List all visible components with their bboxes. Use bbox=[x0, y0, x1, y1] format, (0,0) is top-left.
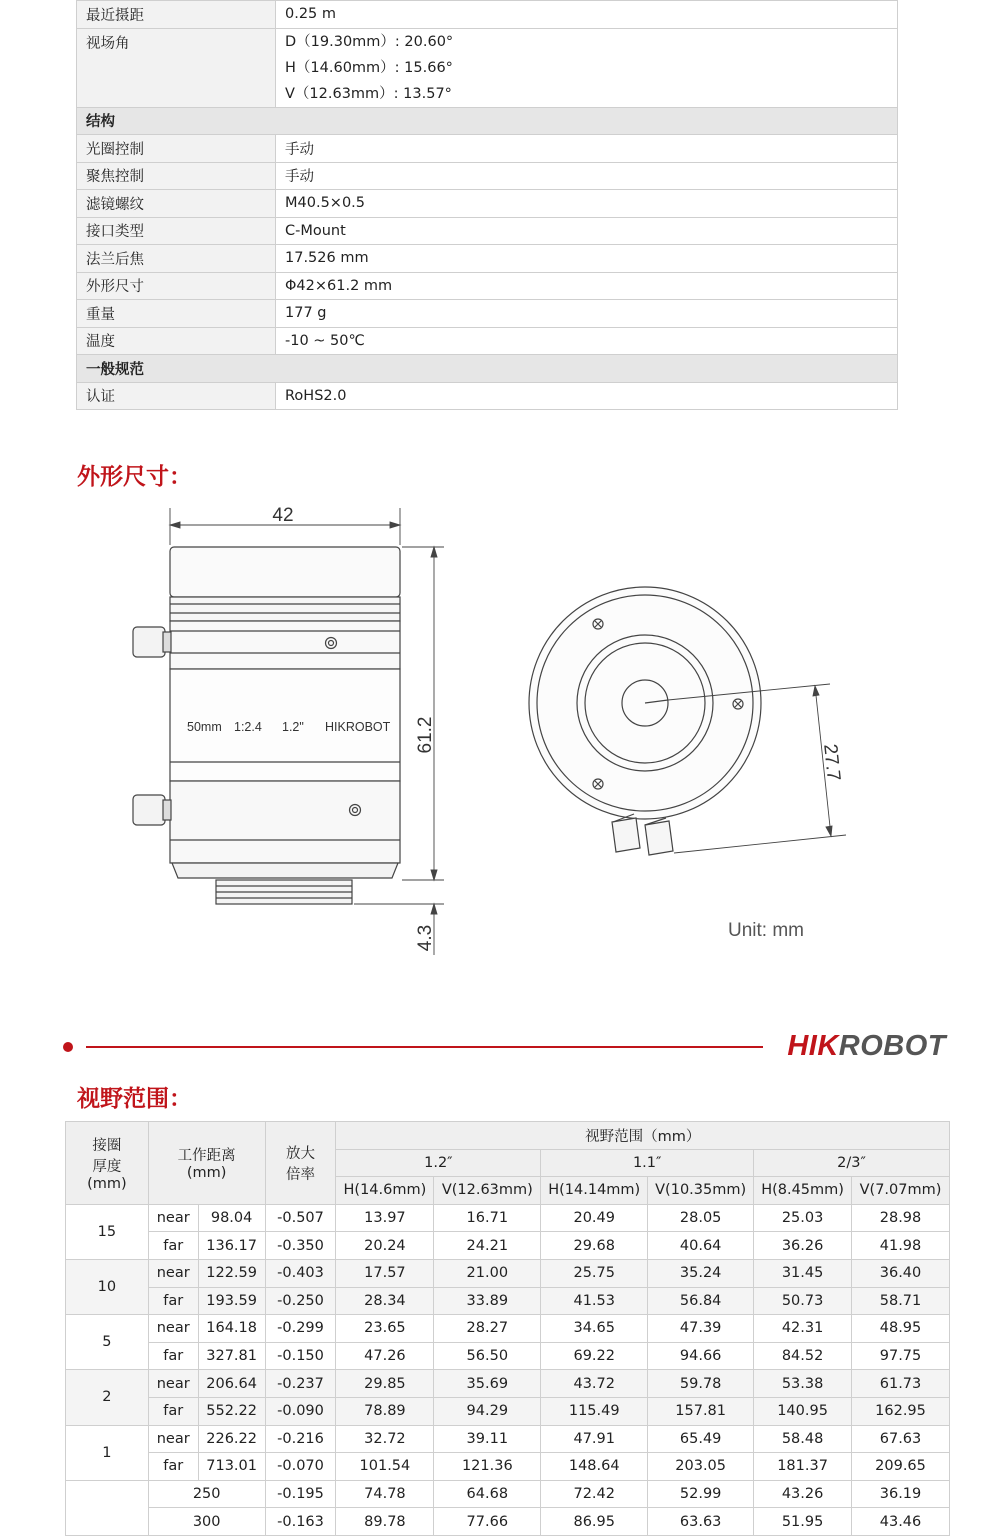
fov-value-cell: 94.66 bbox=[648, 1342, 754, 1370]
spec-row bbox=[77, 107, 898, 135]
working-distance-cell: 206.64 bbox=[198, 1370, 265, 1398]
sub-header: V(12.63mm) bbox=[434, 1177, 541, 1205]
col-ring-line-3: (mm) bbox=[87, 1175, 127, 1192]
spec-value: Φ42×61.2 mm bbox=[276, 272, 898, 300]
magnification-cell: -0.507 bbox=[265, 1204, 336, 1232]
fov-value-cell: 140.95 bbox=[754, 1397, 852, 1425]
fov-row bbox=[66, 1370, 950, 1398]
col-ring-line-1: 接圈 bbox=[92, 1137, 122, 1154]
spec-value: RoHS2.0 bbox=[276, 382, 898, 410]
working-distance-cell: 164.18 bbox=[198, 1315, 265, 1343]
fov-value-cell: 32.72 bbox=[336, 1425, 434, 1453]
fov-value-cell: 39.11 bbox=[434, 1425, 541, 1453]
fov-value-cell: 28.34 bbox=[336, 1287, 434, 1315]
fov-value-cell: 31.45 bbox=[754, 1259, 852, 1287]
fov-value-cell: 64.68 bbox=[434, 1480, 541, 1508]
fov-row bbox=[66, 1342, 950, 1370]
fov-row bbox=[66, 1287, 950, 1315]
working-distance-cell: 98.04 bbox=[198, 1204, 265, 1232]
fov-value-cell: 181.37 bbox=[754, 1453, 852, 1481]
fov-value-cell: 36.40 bbox=[852, 1259, 950, 1287]
spec-value: -10 ~ 50℃ bbox=[276, 327, 898, 355]
lens-marking-brand: HIKROBOT bbox=[325, 720, 391, 734]
working-distance-cell: 552.22 bbox=[198, 1397, 265, 1425]
fov-value-cell: 28.98 bbox=[852, 1204, 950, 1232]
fov-value-cell: 41.98 bbox=[852, 1232, 950, 1260]
fov-value-cell: 77.66 bbox=[434, 1508, 541, 1536]
spec-value bbox=[276, 28, 898, 107]
spec-value: 177 g bbox=[276, 300, 898, 328]
fov-value-cell: 16.71 bbox=[434, 1204, 541, 1232]
spec-row bbox=[77, 1, 898, 29]
spec-row bbox=[77, 162, 898, 190]
spec-key: 聚焦控制 bbox=[77, 162, 276, 190]
brand-logo bbox=[787, 1030, 946, 1063]
working-distance-cell: 122.59 bbox=[198, 1259, 265, 1287]
spec-value-line: V（12.63mm）: 13.57° bbox=[285, 85, 452, 102]
col-ring-line-2: 厚度 bbox=[92, 1158, 122, 1175]
fov-value-cell: 47.91 bbox=[541, 1425, 648, 1453]
fov-row bbox=[66, 1425, 950, 1453]
distance-type-cell: far bbox=[148, 1397, 198, 1425]
spec-key: 最近摄距 bbox=[77, 1, 276, 29]
sub-header: H(14.14mm) bbox=[541, 1177, 648, 1205]
spec-row bbox=[77, 135, 898, 163]
distance-type-cell: far bbox=[148, 1287, 198, 1315]
fov-value-cell: 25.75 bbox=[541, 1259, 648, 1287]
fov-value-cell: 101.54 bbox=[336, 1453, 434, 1481]
fov-value-cell: 21.00 bbox=[434, 1259, 541, 1287]
sensor-header-3: 2/3″ bbox=[754, 1149, 950, 1177]
fov-value-cell: 148.64 bbox=[541, 1453, 648, 1481]
fov-value-cell: 72.42 bbox=[541, 1480, 648, 1508]
spec-value: 手动 bbox=[276, 135, 898, 163]
ring-thickness-cell: 1 bbox=[66, 1425, 149, 1480]
fov-value-cell: 157.81 bbox=[648, 1397, 754, 1425]
col-fov-header: 视野范围（mm） bbox=[336, 1122, 950, 1150]
fov-value-cell: 51.95 bbox=[754, 1508, 852, 1536]
ring-thickness-cell bbox=[66, 1480, 149, 1535]
distance-type-cell: near bbox=[148, 1204, 198, 1232]
spec-key: 外形尺寸 bbox=[77, 272, 276, 300]
fov-value-cell: 209.65 bbox=[852, 1453, 950, 1481]
lens-marking-focal: 50mm bbox=[187, 720, 222, 734]
spec-value-line: D（19.30mm）: 20.60° bbox=[285, 33, 454, 50]
distance-type-cell: near bbox=[148, 1259, 198, 1287]
working-distance-cell: 136.17 bbox=[198, 1232, 265, 1260]
col-wd-header bbox=[148, 1122, 265, 1205]
magnification-cell: -0.216 bbox=[265, 1425, 336, 1453]
fov-value-cell: 203.05 bbox=[648, 1453, 754, 1481]
ring-thickness-cell: 5 bbox=[66, 1315, 149, 1370]
col-wd-line-2: (mm) bbox=[186, 1165, 227, 1182]
fov-value-cell: 42.31 bbox=[754, 1315, 852, 1343]
working-distance-cell: 226.22 bbox=[198, 1425, 265, 1453]
working-distance-cell: 327.81 bbox=[198, 1342, 265, 1370]
spec-value: C-Mount bbox=[276, 217, 898, 245]
distance-type-cell: near bbox=[148, 1315, 198, 1343]
magnification-cell: -0.070 bbox=[265, 1453, 336, 1481]
spec-row bbox=[77, 382, 898, 410]
fov-value-cell: 43.46 bbox=[852, 1508, 950, 1536]
fov-row bbox=[66, 1315, 950, 1343]
magnification-cell: -0.163 bbox=[265, 1508, 336, 1536]
fov-value-cell: 78.89 bbox=[336, 1397, 434, 1425]
magnification-cell: -0.237 bbox=[265, 1370, 336, 1398]
fov-value-cell: 24.21 bbox=[434, 1232, 541, 1260]
fov-value-cell: 74.78 bbox=[336, 1480, 434, 1508]
col-mag-line-2: 倍率 bbox=[286, 1166, 315, 1183]
spec-key: 光圈控制 bbox=[77, 135, 276, 163]
spec-section-title: 一般规范 bbox=[77, 355, 898, 383]
col-wd-line-1: 工作距离 bbox=[177, 1148, 236, 1165]
spec-row bbox=[77, 28, 898, 107]
magnification-cell: -0.350 bbox=[265, 1232, 336, 1260]
working-distance-cell: 193.59 bbox=[198, 1287, 265, 1315]
distance-type-cell: near bbox=[148, 1370, 198, 1398]
fov-row bbox=[66, 1204, 950, 1232]
magnification-cell: -0.403 bbox=[265, 1259, 336, 1287]
lens-rear-view bbox=[529, 587, 761, 855]
spec-key: 重量 bbox=[77, 300, 276, 328]
working-distance-cell: 300 bbox=[148, 1508, 265, 1536]
fov-value-cell: 35.69 bbox=[434, 1370, 541, 1398]
spec-key: 滤镜螺纹 bbox=[77, 190, 276, 218]
fov-value-cell: 29.68 bbox=[541, 1232, 648, 1260]
working-distance-cell: 250 bbox=[148, 1480, 265, 1508]
fov-value-cell: 67.63 bbox=[852, 1425, 950, 1453]
sub-header: H(14.6mm) bbox=[336, 1177, 434, 1205]
fov-value-cell: 115.49 bbox=[541, 1397, 648, 1425]
working-distance-cell: 713.01 bbox=[198, 1453, 265, 1481]
fov-value-cell: 61.73 bbox=[852, 1370, 950, 1398]
fov-value-cell: 28.27 bbox=[434, 1315, 541, 1343]
fov-value-cell: 20.49 bbox=[541, 1204, 648, 1232]
fov-value-cell: 13.97 bbox=[336, 1204, 434, 1232]
fov-heading: 视野范围： bbox=[77, 1086, 192, 1112]
spec-value: 0.25 m bbox=[276, 1, 898, 29]
fov-table bbox=[65, 1121, 950, 1536]
spec-table bbox=[76, 0, 898, 410]
spec-value-line: H（14.60mm）: 15.66° bbox=[285, 59, 453, 76]
unit-label: Unit: mm bbox=[728, 920, 804, 941]
height-label: 61.2 bbox=[415, 716, 436, 754]
spec-section-title: 结构 bbox=[77, 107, 898, 135]
fov-value-cell: 20.24 bbox=[336, 1232, 434, 1260]
fov-value-cell: 58.48 bbox=[754, 1425, 852, 1453]
fov-value-cell: 53.38 bbox=[754, 1370, 852, 1398]
fov-row bbox=[66, 1453, 950, 1481]
fov-value-cell: 43.26 bbox=[754, 1480, 852, 1508]
spec-value: 手动 bbox=[276, 162, 898, 190]
fov-value-cell: 65.49 bbox=[648, 1425, 754, 1453]
fov-value-cell: 23.65 bbox=[336, 1315, 434, 1343]
ring-thickness-cell: 2 bbox=[66, 1370, 149, 1425]
fov-value-cell: 97.75 bbox=[852, 1342, 950, 1370]
sub-header: V(10.35mm) bbox=[648, 1177, 754, 1205]
rear-label: 27.7 bbox=[819, 742, 844, 782]
spec-key: 接口类型 bbox=[77, 217, 276, 245]
spec-row bbox=[77, 300, 898, 328]
fov-value-cell: 63.63 bbox=[648, 1508, 754, 1536]
fov-value-cell: 56.84 bbox=[648, 1287, 754, 1315]
brand-logo-hik: HIK bbox=[787, 1030, 839, 1062]
spec-row bbox=[77, 245, 898, 273]
spec-row bbox=[77, 217, 898, 245]
fov-row bbox=[66, 1508, 950, 1536]
fov-value-cell: 34.65 bbox=[541, 1315, 648, 1343]
fov-value-cell: 162.95 bbox=[852, 1397, 950, 1425]
fov-value-cell: 33.89 bbox=[434, 1287, 541, 1315]
sub-header: H(8.45mm) bbox=[754, 1177, 852, 1205]
fov-value-cell: 47.26 bbox=[336, 1342, 434, 1370]
ring-thickness-cell: 10 bbox=[66, 1259, 149, 1314]
spec-key: 视场角 bbox=[77, 28, 276, 107]
sub-header: V(7.07mm) bbox=[852, 1177, 950, 1205]
fov-value-cell: 25.03 bbox=[754, 1204, 852, 1232]
spec-value: M40.5×0.5 bbox=[276, 190, 898, 218]
spec-key: 法兰后焦 bbox=[77, 245, 276, 273]
spec-key: 认证 bbox=[77, 382, 276, 410]
brand-logo-robot: ROBOT bbox=[838, 1030, 946, 1062]
fov-value-cell: 89.78 bbox=[336, 1508, 434, 1536]
fov-value-cell: 40.64 bbox=[648, 1232, 754, 1260]
distance-type-cell: far bbox=[148, 1453, 198, 1481]
spec-row bbox=[77, 327, 898, 355]
fov-row bbox=[66, 1259, 950, 1287]
spec-key: 温度 bbox=[77, 327, 276, 355]
fov-value-cell: 36.26 bbox=[754, 1232, 852, 1260]
magnification-cell: -0.195 bbox=[265, 1480, 336, 1508]
lens-marking-format: 1.2" bbox=[282, 720, 304, 734]
sensor-header-1: 1.2″ bbox=[336, 1149, 541, 1177]
fov-value-cell: 29.85 bbox=[336, 1370, 434, 1398]
fov-row bbox=[66, 1480, 950, 1508]
fov-value-cell: 121.36 bbox=[434, 1453, 541, 1481]
col-mag-header bbox=[265, 1122, 336, 1205]
fov-value-cell: 48.95 bbox=[852, 1315, 950, 1343]
fov-row bbox=[66, 1397, 950, 1425]
fov-value-cell: 56.50 bbox=[434, 1342, 541, 1370]
fov-value-cell: 52.99 bbox=[648, 1480, 754, 1508]
flange-label: 4.3 bbox=[415, 924, 436, 952]
distance-type-cell: far bbox=[148, 1342, 198, 1370]
fov-value-cell: 94.29 bbox=[434, 1397, 541, 1425]
fov-value-cell: 43.72 bbox=[541, 1370, 648, 1398]
spec-row bbox=[77, 355, 898, 383]
magnification-cell: -0.090 bbox=[265, 1397, 336, 1425]
magnification-cell: -0.250 bbox=[265, 1287, 336, 1315]
fov-value-cell: 47.39 bbox=[648, 1315, 754, 1343]
fov-value-cell: 84.52 bbox=[754, 1342, 852, 1370]
spec-row bbox=[77, 272, 898, 300]
fov-value-cell: 17.57 bbox=[336, 1259, 434, 1287]
magnification-cell: -0.150 bbox=[265, 1342, 336, 1370]
brand-rule-dot bbox=[63, 1042, 73, 1052]
distance-type-cell: far bbox=[148, 1232, 198, 1260]
fov-value-cell: 35.24 bbox=[648, 1259, 754, 1287]
fov-value-cell: 50.73 bbox=[754, 1287, 852, 1315]
sensor-header-2: 1.1″ bbox=[541, 1149, 754, 1177]
width-label: 42 bbox=[272, 505, 294, 526]
fov-value-cell: 58.71 bbox=[852, 1287, 950, 1315]
fov-value-cell: 36.19 bbox=[852, 1480, 950, 1508]
col-mag-line-1: 放大 bbox=[286, 1145, 315, 1162]
distance-type-cell: near bbox=[148, 1425, 198, 1453]
spec-value: 17.526 mm bbox=[276, 245, 898, 273]
fov-value-cell: 28.05 bbox=[648, 1204, 754, 1232]
dimension-drawing bbox=[0, 495, 990, 975]
fov-value-cell: 69.22 bbox=[541, 1342, 648, 1370]
fov-value-cell: 59.78 bbox=[648, 1370, 754, 1398]
fov-value-cell: 41.53 bbox=[541, 1287, 648, 1315]
magnification-cell: -0.299 bbox=[265, 1315, 336, 1343]
lens-marking-aperture: 1:2.4 bbox=[234, 720, 262, 734]
fov-row bbox=[66, 1232, 950, 1260]
col-ring-header bbox=[66, 1122, 149, 1205]
fov-value-cell: 86.95 bbox=[541, 1508, 648, 1536]
spec-row bbox=[77, 190, 898, 218]
dimensions-heading: 外形尺寸： bbox=[77, 464, 192, 490]
ring-thickness-cell: 15 bbox=[66, 1204, 149, 1259]
